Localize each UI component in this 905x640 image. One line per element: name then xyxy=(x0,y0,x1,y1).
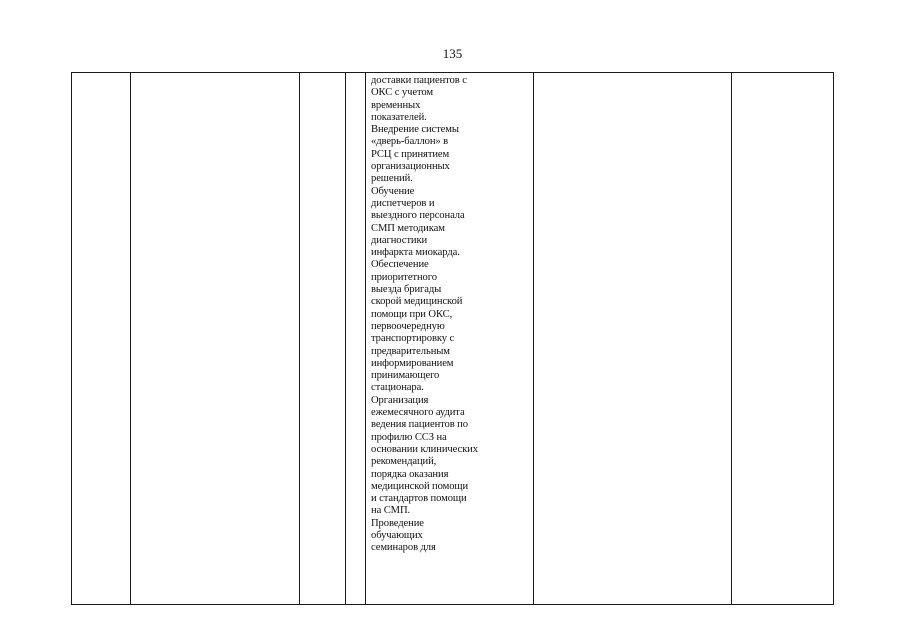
table-cell-col3 xyxy=(300,73,346,605)
measures-text: доставки пациентов с ОКС с учетом временных показателей. Внедрение системы «дверь-баллон» в РСЦ с принятием организационных решений. Обучение диспетчеров и выездного персонала СМП методикам диагностики инфаркта миокарда. Обеспечение приоритетного выезда бригады скорой медицинской помощи при ОКС, первоочередную транспортировку с предварительным информированием принимающего стационара. Организация ежемесячного аудита ведения пациентов по профилю ССЗ на основании клинических рекомендаций, порядка оказания медицинской помощи и стандартов помощи на СМП. Проведение обучающих семинаров для xyxy=(371,75,478,554)
table-cell-col7 xyxy=(732,73,834,605)
table-cell-col2 xyxy=(131,73,300,605)
table-cell-col4 xyxy=(346,73,366,605)
table-cell-col5 xyxy=(366,73,534,605)
table-cell-col6 xyxy=(534,73,732,605)
document-table xyxy=(71,72,834,605)
table-row xyxy=(72,73,834,605)
page-number: 135 xyxy=(442,46,463,61)
table-cell-col1 xyxy=(72,73,131,605)
